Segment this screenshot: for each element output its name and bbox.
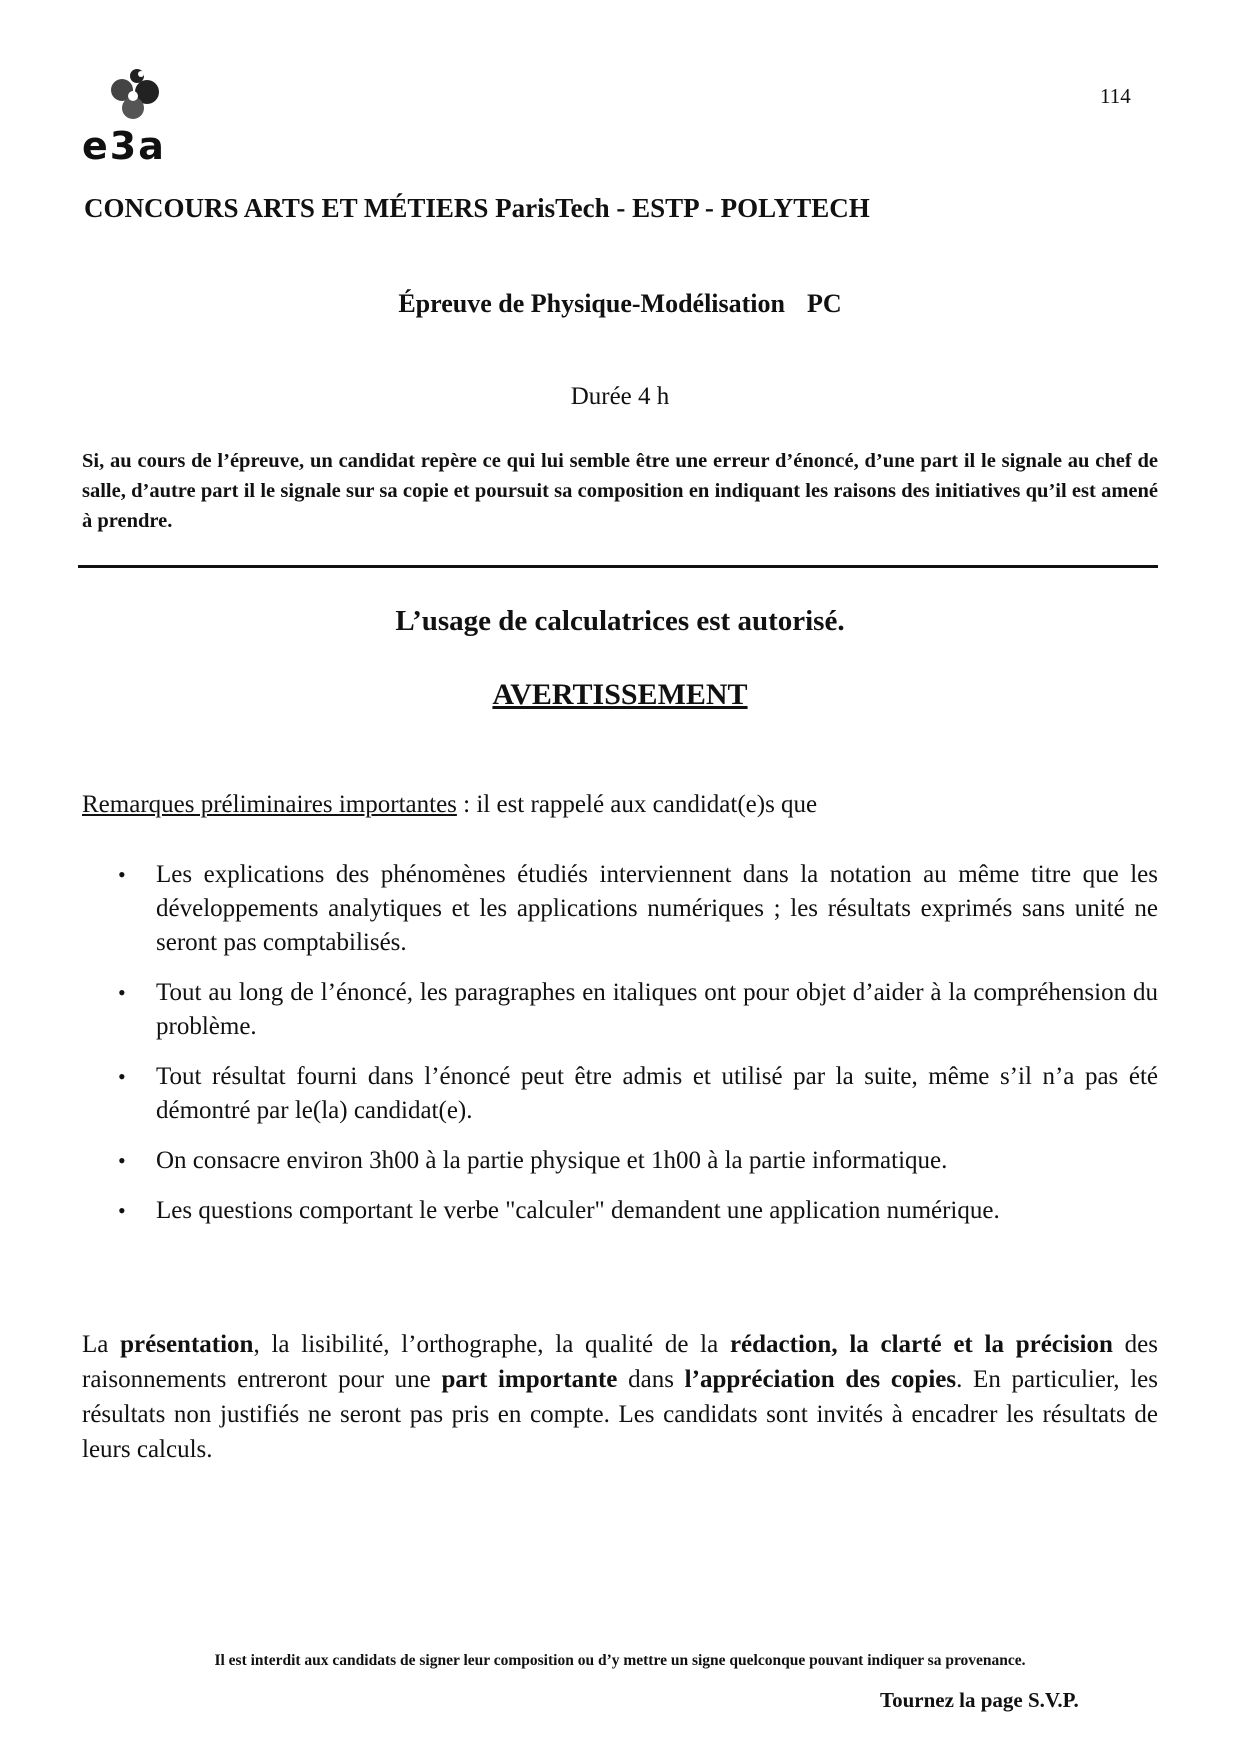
separator-rule xyxy=(78,565,1158,568)
page-number: 114 xyxy=(1100,84,1131,108)
list-item xyxy=(110,1060,1158,1128)
para-bold: l’appréciation des copies xyxy=(684,1366,957,1393)
bullet-icon: • xyxy=(118,1198,126,1223)
epreuve-name: Épreuve de Physique-Modélisation xyxy=(398,289,785,318)
list-item-text: Tout au long de l’énoncé, les paragraphes en italiques ont pour objet d’aider à la compréhension du problème. xyxy=(156,979,1158,1040)
para-bold: rédaction, la clarté et la précision xyxy=(729,1331,1113,1358)
filiere: PC xyxy=(807,289,842,318)
tournez-la-page: Tournez la page S.V.P. xyxy=(880,1688,1079,1712)
para-text: dans xyxy=(617,1366,685,1393)
presentation-paragraph xyxy=(82,1327,1158,1467)
para-text: La xyxy=(82,1331,121,1358)
calculatrices-notice: L’usage de calculatrices est autorisé. xyxy=(395,605,845,637)
para-bold: part importante xyxy=(441,1366,618,1393)
avertissement-heading: AVERTISSEMENT xyxy=(492,678,748,711)
list-item xyxy=(110,1194,1158,1228)
list-item xyxy=(110,976,1158,1044)
e3a-logo-text: e3a xyxy=(82,124,166,168)
list-item xyxy=(110,1144,1158,1178)
para-bold: présentation xyxy=(120,1331,254,1358)
bullet-icon: • xyxy=(118,980,126,1005)
duree: Durée 4 h xyxy=(570,383,670,410)
bullet-icon: • xyxy=(118,862,126,887)
para-text: des raisonnements entreront pour une xyxy=(82,1331,1158,1393)
para-text: , la lisibilité, l’orthographe, la qualité de la xyxy=(253,1331,730,1358)
erreur-notice: Si, au cours de l’épreuve, un candidat repère ce qui lui semble être une erreur d’énoncé, d’une part il le signale au chef de salle, d’autre part il le signale sur sa copie et poursuit sa composition en indiquant les raisons des initiatives qu’il est amené à prendre. xyxy=(82,450,1158,532)
list-item xyxy=(110,858,1158,960)
bullet-icon: • xyxy=(118,1064,126,1089)
concours-title: CONCOURS ARTS ET MÉTIERS ParisTech - ESTP - POLYTECH xyxy=(84,193,870,223)
remarques-label: Remarques préliminaires importantes xyxy=(82,791,457,818)
bullet-icon: • xyxy=(118,1148,126,1173)
remarques-list xyxy=(110,858,1158,1244)
remarques-suffix: : il est rappelé aux candidat(e)s que xyxy=(456,791,818,818)
list-item-text: Les explications des phénomènes étudiés interviennent dans la notation au même titre que les développements analytiques et les applications numériques ; les résultats exprimés sans unité ne seront pas comptabilisés. xyxy=(156,861,1158,956)
list-item-text: Les questions comportant le verbe "calculer" demandent une application numérique. xyxy=(156,1197,1000,1224)
list-item-text: Tout résultat fourni dans l’énoncé peut être admis et utilisé par la suite, même s’il n’a pas été démontré par le(la) candidat(e). xyxy=(156,1063,1158,1124)
epreuve-title xyxy=(0,289,1240,319)
para-text: . En particulier, les résultats non justifiés ne seront pas pris en compte. Les candidats sont invités à encadrer les résultats de leurs calculs. xyxy=(82,1366,1159,1463)
e3a-logo xyxy=(82,68,212,168)
interdit-notice: Il est interdit aux candidats de signer leur composition ou d’y mettre un signe quelconque pouvant indiquer sa provenance. xyxy=(214,1652,1026,1669)
list-item-text: On consacre environ 3h00 à la partie physique et 1h00 à la partie informatique. xyxy=(156,1147,948,1174)
e3a-logo-mark xyxy=(107,68,167,128)
remarques-intro xyxy=(82,791,817,819)
